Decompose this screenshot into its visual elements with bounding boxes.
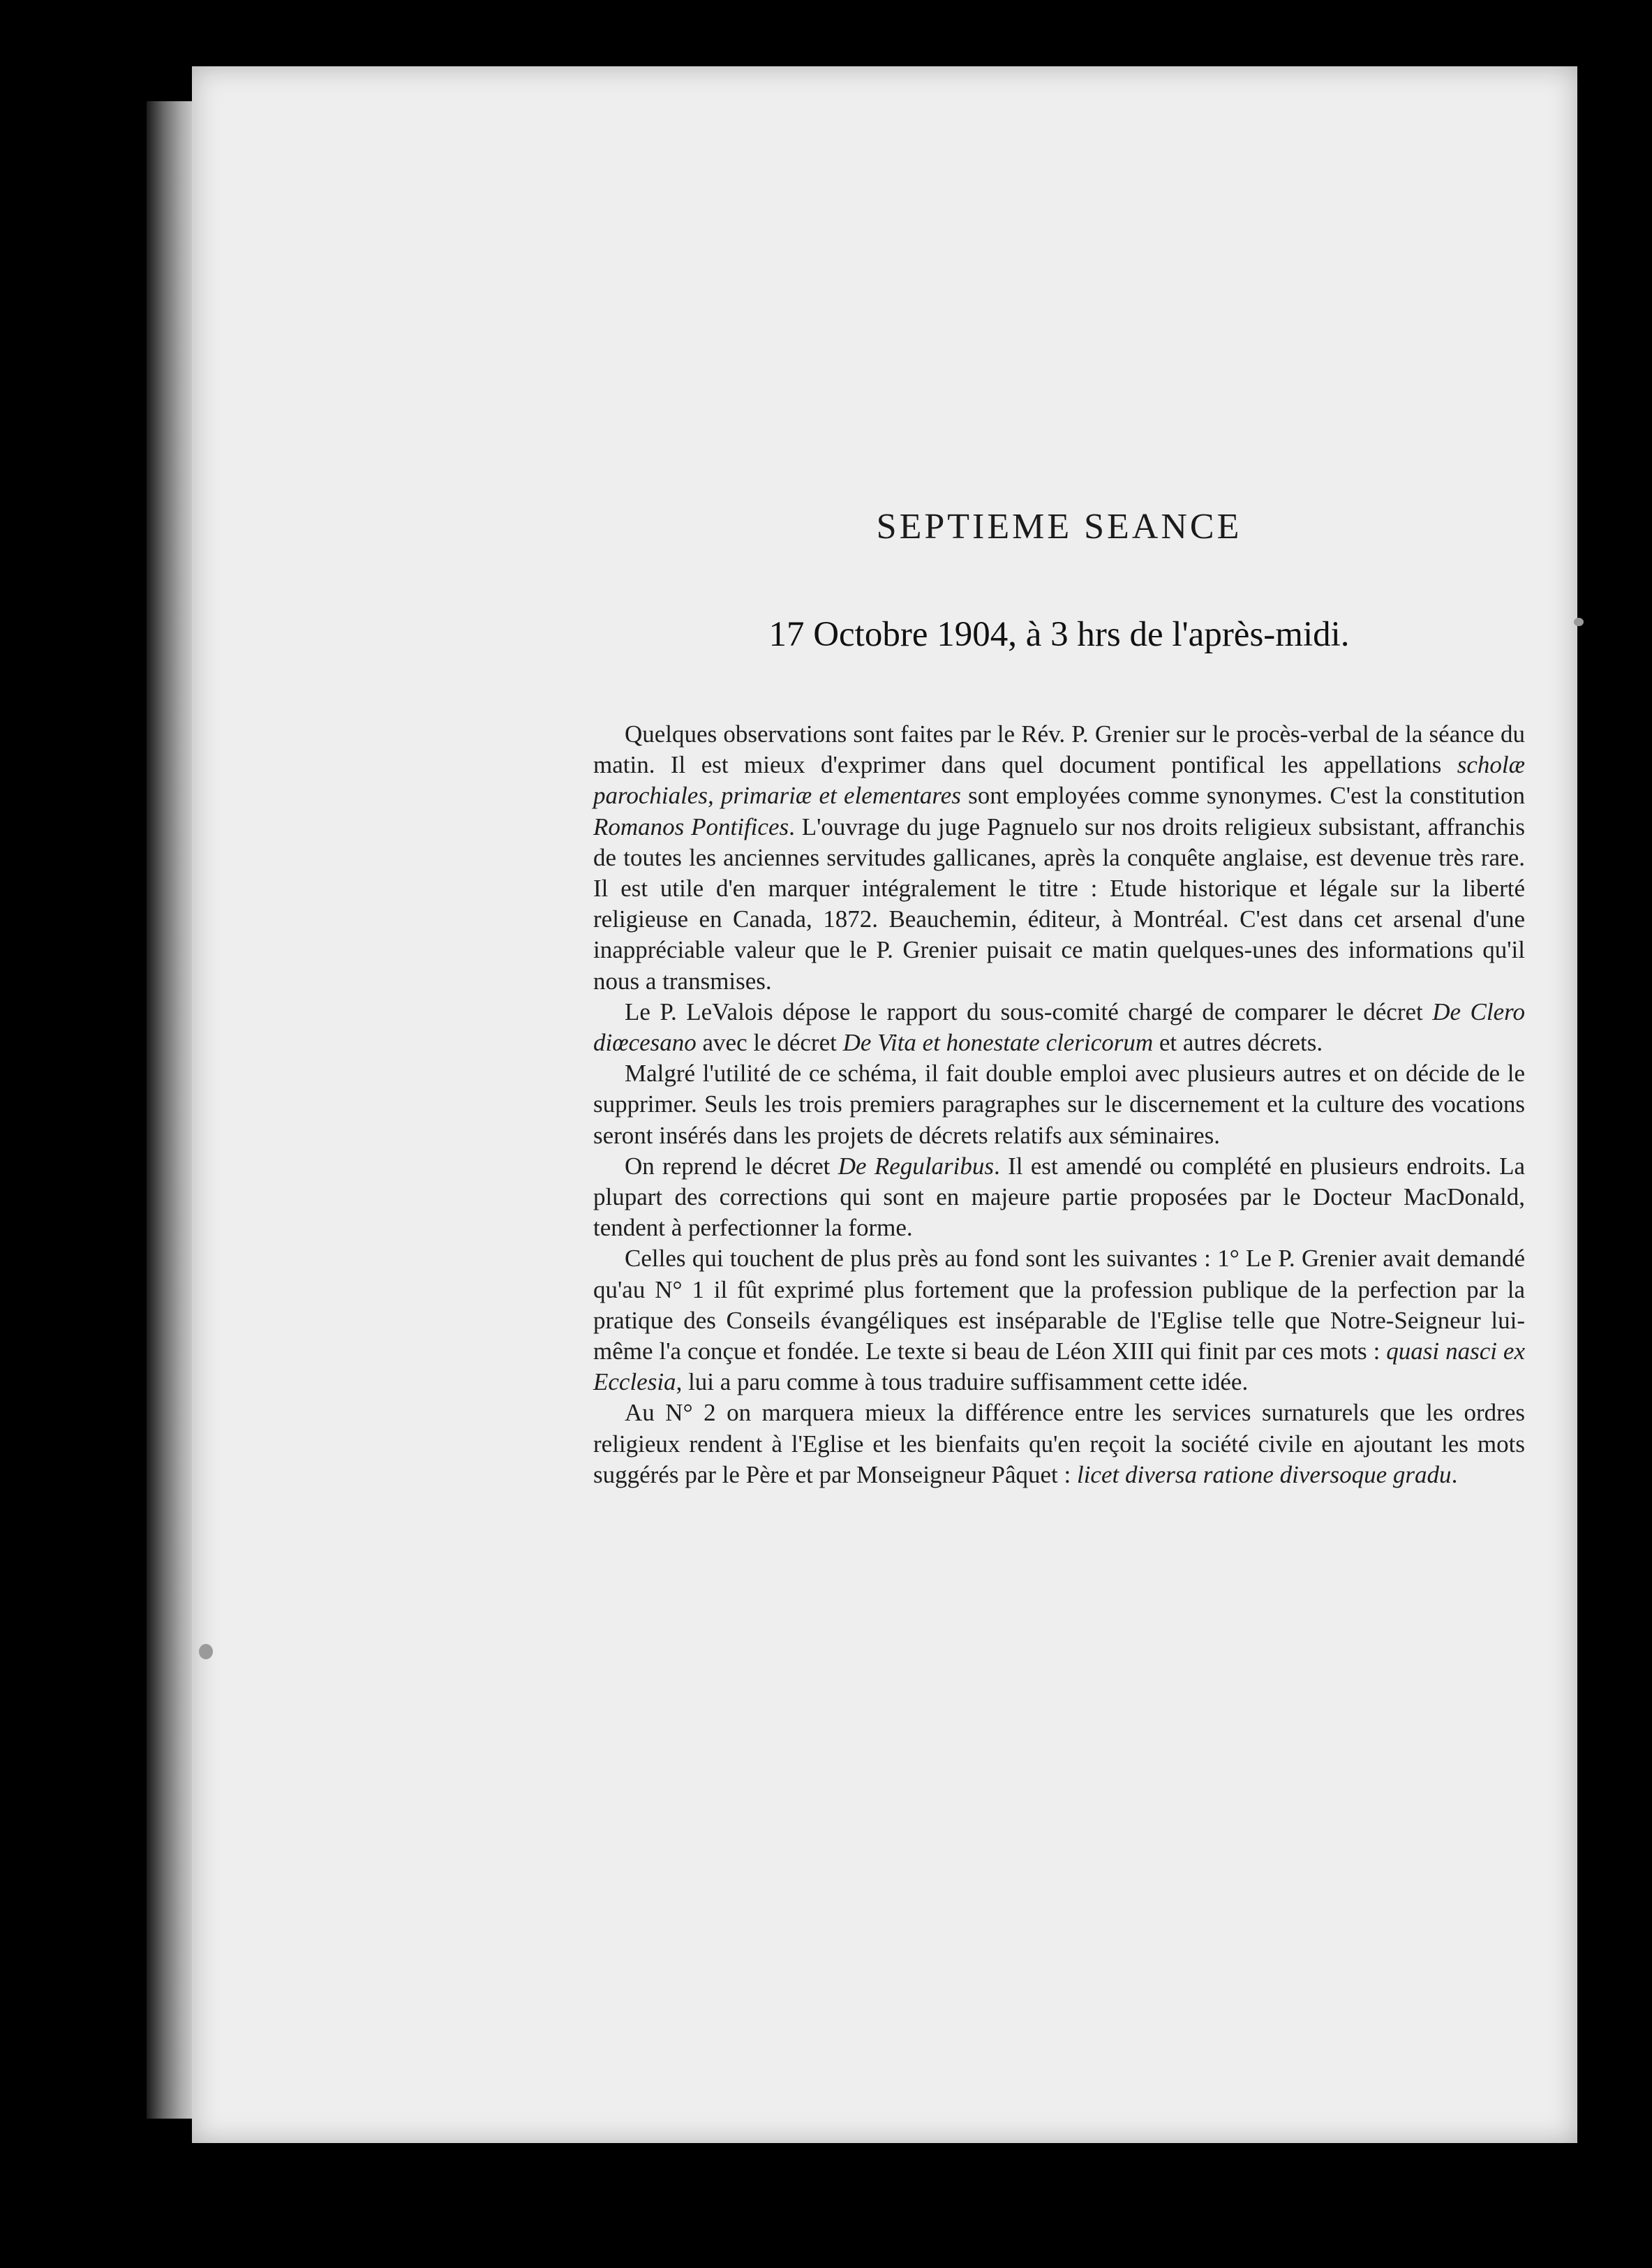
body-text <box>593 719 1525 1490</box>
paragraph <box>593 1151 1525 1244</box>
italic-phrase: scholæ parochiales, primariæ et elementares <box>593 751 1525 810</box>
text-run: . <box>1451 1460 1458 1488</box>
text-run: . L'ouvrage du juge Pagnuelo sur nos droits religieux subsistant, affranchis de toutes les anciennes servitudes gallicanes, après la conquête anglaise, est devenue très rare. Il est utile d'en marquer intégralement le titre : Etude historique et légale sur la liberté religieuse en Canada, 1872. Beauchemin, éditeur, à Montréal. C'est dans cet arsenal d'une inappréciable valeur que le P. Grenier puisait ce matin quelques-unes des informations qu'il nous a transmises. <box>593 813 1525 995</box>
text-run: , lui a paru comme à tous traduire suffisamment cette idée. <box>676 1368 1249 1396</box>
italic-phrase: quasi nasci ex Ecclesia <box>593 1337 1525 1396</box>
text-run: sont employées comme synonymes. C'est la constitution <box>960 782 1525 810</box>
paragraph <box>593 1058 1525 1151</box>
text-run: Quelques observations sont faites par le Rév. P. Grenier sur le procès-verbal de la séance du matin. Il est mieux d'exprimer dans quel document pontifical les appellations <box>593 720 1525 779</box>
page-content <box>593 429 1525 1490</box>
paragraph <box>593 719 1525 997</box>
italic-phrase: licet diversa ratione diversoque gradu <box>1076 1460 1452 1488</box>
session-title: SEPTIEME SEANCE <box>876 507 1242 547</box>
page-speck-mark <box>1574 618 1584 626</box>
italic-phrase: De Regularibus <box>838 1152 995 1180</box>
italic-phrase: Romanos Pontifices <box>593 813 789 840</box>
document-page <box>192 66 1577 2143</box>
book-spine-shadow <box>147 101 195 2119</box>
paragraph <box>593 1398 1525 1490</box>
text-run: Malgré l'utilité de ce schéma, il fait double emploi avec plusieurs autres et on décide de le supprimer. Seuls les trois premiers paragraphes sur le discernement et la culture des vocations seront insérés dans les projets de décrets relatifs aux séminaires. <box>593 1060 1525 1149</box>
text-run: Le P. LeValois dépose le rapport du sous-comité chargé de comparer le décret <box>625 998 1433 1025</box>
paragraph <box>593 1243 1525 1398</box>
text-run: et autres décrets. <box>1153 1029 1323 1057</box>
paragraph <box>593 997 1525 1058</box>
text-run: Celles qui touchent de plus près au fond sont les suivantes : 1° Le P. Grenier avait demandé qu'au N° 1 il fût exprimé plus fortement que la profession publique de la perfection par la pratique des Conseils évangéliques est inséparable de l'Eglise telle que Notre-Seigneur lui-même l'a conçue et fondée. Le texte si beau de Léon XIII qui finit par ces mots : <box>593 1245 1525 1365</box>
text-run: . Il est amendé ou complété en plusieurs endroits. La plupart des corrections qui sont en majeure partie proposées par le Docteur MacDonald, tendent à perfectionner la forme. <box>593 1152 1525 1242</box>
session-date-line: 17 Octobre 1904, à 3 hrs de l'après-midi. <box>768 615 1350 654</box>
page-speck-mark <box>199 1644 213 1659</box>
text-run: Au N° 2 on marquera mieux la différence entre les services surnaturels que les ordres religieux rendent à l'Eglise et les bienfaits qu'en reçoit la société civile en ajoutant les mots suggérés par le Père et par Monseigneur Pâquet : <box>593 1399 1525 1488</box>
text-run: avec le décret <box>696 1029 843 1057</box>
text-run: On reprend le décret <box>625 1152 838 1180</box>
italic-phrase: De Vita et honestate clericorum <box>842 1029 1154 1057</box>
italic-phrase: De Clero diœcesano <box>593 998 1525 1057</box>
